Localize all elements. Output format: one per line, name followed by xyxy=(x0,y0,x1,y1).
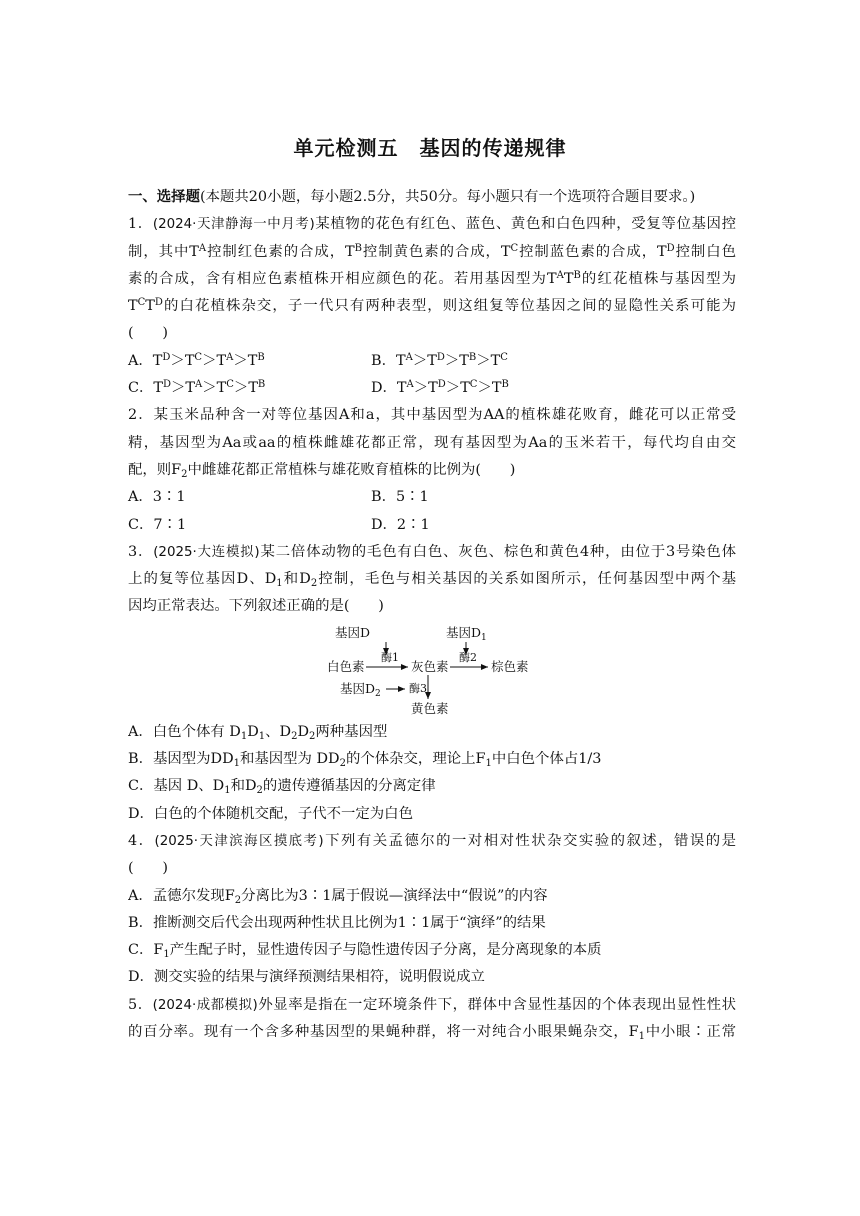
q2-line-2: 精，基因型为Aa或aa的植株雌雄花都正常，现有基因型为Aa的玉米若干，每代均自由交 xyxy=(128,434,736,451)
q4-source: (2025·天津滨海区摸底考) xyxy=(154,833,324,849)
gray-pigment-label: 灰色素 xyxy=(411,658,449,674)
q1-option-a[interactable]: A．$T^D>T^C>T^A>T^B$ xyxy=(128,351,265,369)
q3-option-c[interactable]: C．基因 D、$D_1$和$D_2$的遗传遵循基因的分离定律 xyxy=(128,778,436,797)
gene-d-text: 基因D xyxy=(335,624,371,640)
q3-line-1: 3．(2025·大连模拟)某二倍体动物的毛色有白色、灰色、棕色和黄色4种，由位于3号染色体 xyxy=(128,543,736,560)
section-instruction: (本题共20小题，每小题2.5分，共50分。每小题只有一个选项符合题目要求。) xyxy=(199,189,696,205)
q1-options-row-2 xyxy=(128,375,736,402)
yellow-pigment-label: 黄色素 xyxy=(411,700,449,716)
gene-d1-label: 基因$D_1$ xyxy=(446,624,487,643)
section-label: 一、选择题 xyxy=(128,189,200,205)
q4-option-d[interactable]: D．测交实验的结果与演绎预测结果相符，说明假说成立 xyxy=(128,969,485,986)
q5-line-2: 的百分率。现有一个含多种基因型的果蝇种群，将一对纯合小眼果蝇杂交，$F_1$中小眼∶正常 xyxy=(128,1024,736,1043)
q2-option-c[interactable]: C．7∶1 xyxy=(128,516,187,533)
page-title: 单元检测五 基因的传递规律 xyxy=(293,136,567,160)
pigment-pathway-diagram xyxy=(128,621,736,719)
q1-option-c[interactable]: C．$T^D>T^A>T^C>T^B$ xyxy=(128,379,266,397)
q4-line-2: ( ) xyxy=(128,860,169,877)
q2-option-a[interactable]: A．3∶1 xyxy=(128,489,186,506)
q2-option-d[interactable]: D．2∶1 xyxy=(371,516,430,533)
q1-source: (2024·天津静海一中月考) xyxy=(152,217,315,233)
q2-number: 2． xyxy=(128,407,154,424)
section-heading xyxy=(128,184,736,211)
q1-line-1 xyxy=(128,211,736,238)
q4-line-1 xyxy=(128,828,736,855)
q1-line-5: ( ) xyxy=(128,325,169,342)
q3-source: (2025·大连模拟) xyxy=(153,544,260,560)
q4-option-c[interactable]: C．$F_1$产生配子时，显性遗传因子与隐性遗传因子分离，是分离现象的本质 xyxy=(128,942,602,961)
q1-line-4: $T^CT^D$的白花植株杂交，子一代只有两种表型，则这组复等位基因之间的显隐性关系可能为 xyxy=(128,297,736,315)
q2-option-b[interactable]: B．5∶1 xyxy=(371,489,429,506)
enzyme3-label: 酶3 xyxy=(409,681,427,695)
q4-number: 4． xyxy=(128,832,155,849)
q3-line-3: 因均正常表达。下列叙述正确的是( ) xyxy=(128,598,384,615)
q1-line-3: 素的合成，含有相应色素植株开相应颜色的花。若用基因型为$T^AT^B$的红花植株与基因型为 xyxy=(128,269,736,287)
question-list xyxy=(128,184,736,1046)
q4-option-b[interactable]: B．推断测交后代会出现两种性状且比例为1∶1属于“演绎”的结果 xyxy=(128,914,546,931)
q4-option-a[interactable]: A．孟德尔发现$F_2$分离比为3∶1属于假说—演绎法中“假说”的内容 xyxy=(128,887,548,906)
q3-number: 3． xyxy=(128,543,154,560)
q2-options-row-1 xyxy=(128,484,736,511)
q3-option-d[interactable]: D．白色的个体随机交配，子代不一定为白色 xyxy=(128,805,413,822)
q1-line-2: 制，其中$T^A$控制红色素的合成，$T^B$控制黄色素的合成，$T^C$控制蓝色素的合成，$T^D$控制白色 xyxy=(128,242,736,260)
q1-option-d[interactable]: D．$T^A>T^D>T^C>T^B$ xyxy=(371,379,509,397)
q4-stem: 下列有关孟德尔的一对相对性状杂交实验的叙述，错误的是 xyxy=(323,832,736,849)
q3-line-2: 上的复等位基因D、$D_1$和$D_2$控制，毛色与相关基因的关系如图所示，任何基因型中两个基 xyxy=(128,571,736,590)
q5-line-1: 5．(2024·成都模拟)外显率是指在一定环境条件下，群体中含显性基因的个体表现出显性性状 xyxy=(128,996,736,1013)
q1-option-b[interactable]: B．$T^A>T^D>T^B>T^C$ xyxy=(371,351,508,369)
brown-pigment-label: 棕色素 xyxy=(491,658,529,674)
q1-options-row-1 xyxy=(128,348,736,375)
gene-d2-label: 基因$D_2$ xyxy=(340,680,381,699)
pathway-svg xyxy=(128,621,736,719)
q3-option-b[interactable]: B．基因型为$DD_1$和基因型为 $DD_2$的个体杂交，理论上$F_1$中白色个体占1/3 xyxy=(128,751,602,770)
q1-stem-part-1: 某植物的花色有红色、蓝色、黄色和白色四种，受复等位基因控 xyxy=(314,216,736,233)
q2-line-1: 2．某玉米品种含一对等位基因A和a，其中基因型为AA的植株雄花败育，雌花可以正常受 xyxy=(128,407,736,424)
q1-number: 1． xyxy=(128,216,153,233)
q5-number: 5． xyxy=(128,996,153,1013)
q5-source: (2024·成都模拟) xyxy=(152,997,258,1013)
q2-options-row-2 xyxy=(128,512,736,539)
white-pigment-label: 白色素 xyxy=(327,658,365,674)
q2-line-3: 配，则$F_2$中雌雄花都正常植株与雄花败育植株的比例为( ) xyxy=(128,461,516,480)
gene-d-label xyxy=(335,625,370,640)
enzyme1-label: 酶1 xyxy=(381,650,399,664)
q3-option-a[interactable]: A．白色个体有 $D_1D_1$、$D_2D_2$两种基因型 xyxy=(128,723,388,742)
enzyme2-label: 酶2 xyxy=(459,650,477,664)
